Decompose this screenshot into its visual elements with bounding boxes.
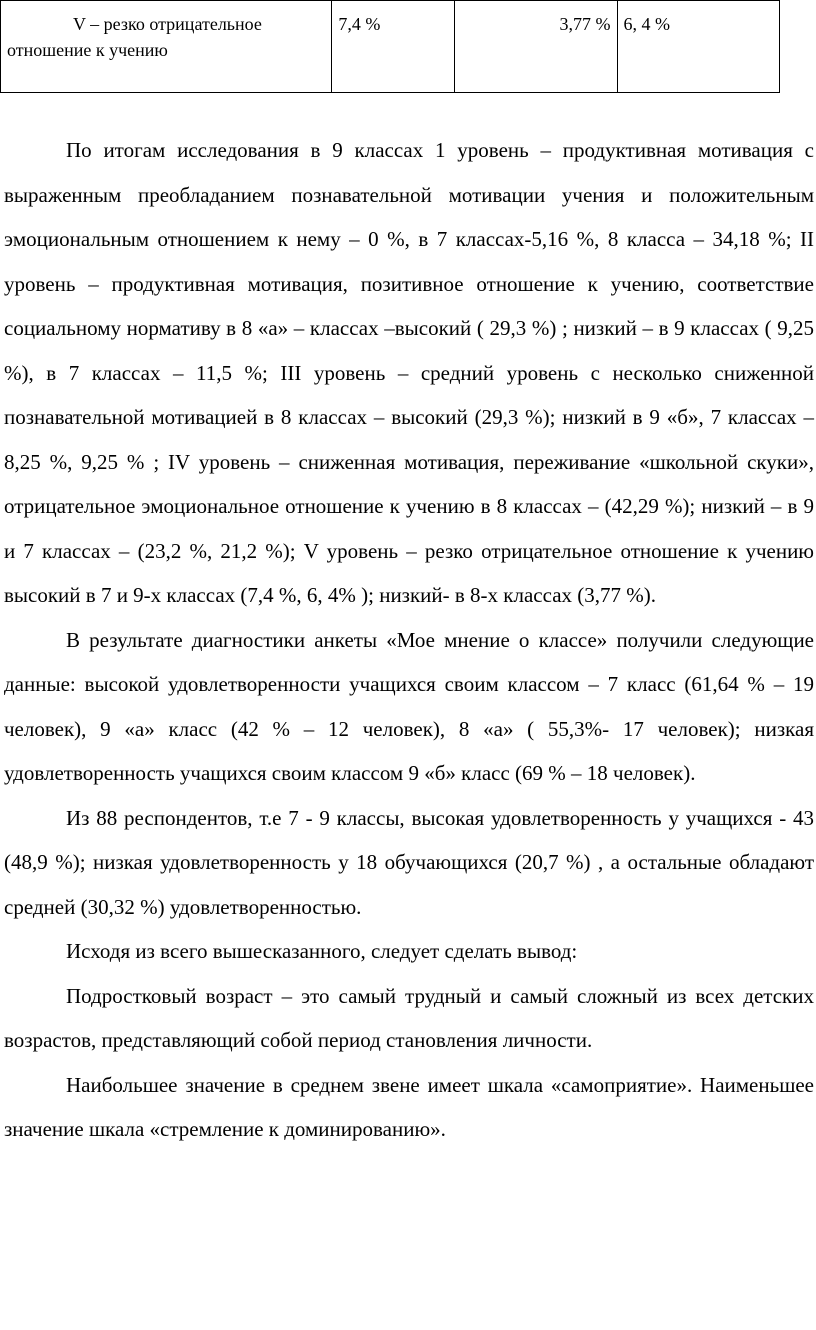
table-cell-grade9: 6, 4 % [617, 1, 779, 93]
table-cell-grade7: 7,4 % [332, 1, 455, 93]
table-row [1, 1, 780, 93]
paragraph-adolescence: Подростковый возраст – это самый трудный и самый сложный из всех детских возрастов, представляющий собой период становления личности. [4, 983, 814, 1052]
table-cell-level-label [1, 1, 332, 93]
paragraph-respondents-summary: Из 88 респондентов, т.е 7 - 9 классы, высокая удовлетворенность у учащихся - 43 (48,9 %); низкая удовлетворенность у 18 обучающихся (20,7 %) , а остальные обладают средней (30,32 %) удовлетворенностью. [4, 805, 814, 919]
paragraph-scales: Наибольшее значение в среднем звене имеет шкала «самоприятие». Наименьшее значение шкала «стремление к доминированию». [4, 1072, 814, 1141]
level-label-line1: V – резко отрицательное [73, 14, 262, 34]
paragraph-questionnaire-results: В результате диагностики анкеты «Мое мнение о классе» получили следующие данные: высокой удовлетворенности учащихся своим классом – 7 класс (61,64 % – 19 человек), 9 «а» класс (42 % – 12 человек), 8 «а» ( 55,3%- 17 человек); низкая удовлетворенность учащихся своим классом 9 «б» класс (69 % – 18 человек). [4, 627, 814, 785]
table-cell-grade8: 3,77 % [455, 1, 618, 93]
level-label-line2: отношение к учению [7, 40, 168, 60]
document-body [4, 128, 814, 1152]
results-table [0, 0, 780, 93]
paragraph-conclusion-intro: Исходя из всего вышесказанного, следует сделать вывод: [66, 939, 578, 963]
paragraph-study-results: По итогам исследования в 9 классах 1 уровень – продуктивная мотивация с выраженным преобладанием познавательной мотивации учения и положительным эмоциональным отношением к нему – 0 %, в 7 классах-5,16 %, 8 класса – 34,18 %; II уровень – продуктивная мотивация, позитивное отношение к учению, соответствие социальному нормативу в 8 «а» – классах –высокий ( 29,3 %) ; низкий – в 9 классах ( 9,25 %), в 7 классах – 11,5 %; III уровень – средний уровень с несколько сниженной познавательной мотивацией в 8 классах – высокий (29,3 %); низкий в 9 «б», 7 классах – 8,25 %, 9,25 % ; IV уровень – сниженная мотивация, переживание «школьной скуки», отрицательное эмоциональное отношение к учению в 8 классах – (42,29 %); низкий – в 9 и 7 классах – (23,2 %, 21,2 %); V уровень – резко отрицательное отношение к учению высокий в 7 и 9-х классах (7,4 %, 6, 4% ); низкий- в 8-х классах (3,77 %). [4, 138, 814, 607]
